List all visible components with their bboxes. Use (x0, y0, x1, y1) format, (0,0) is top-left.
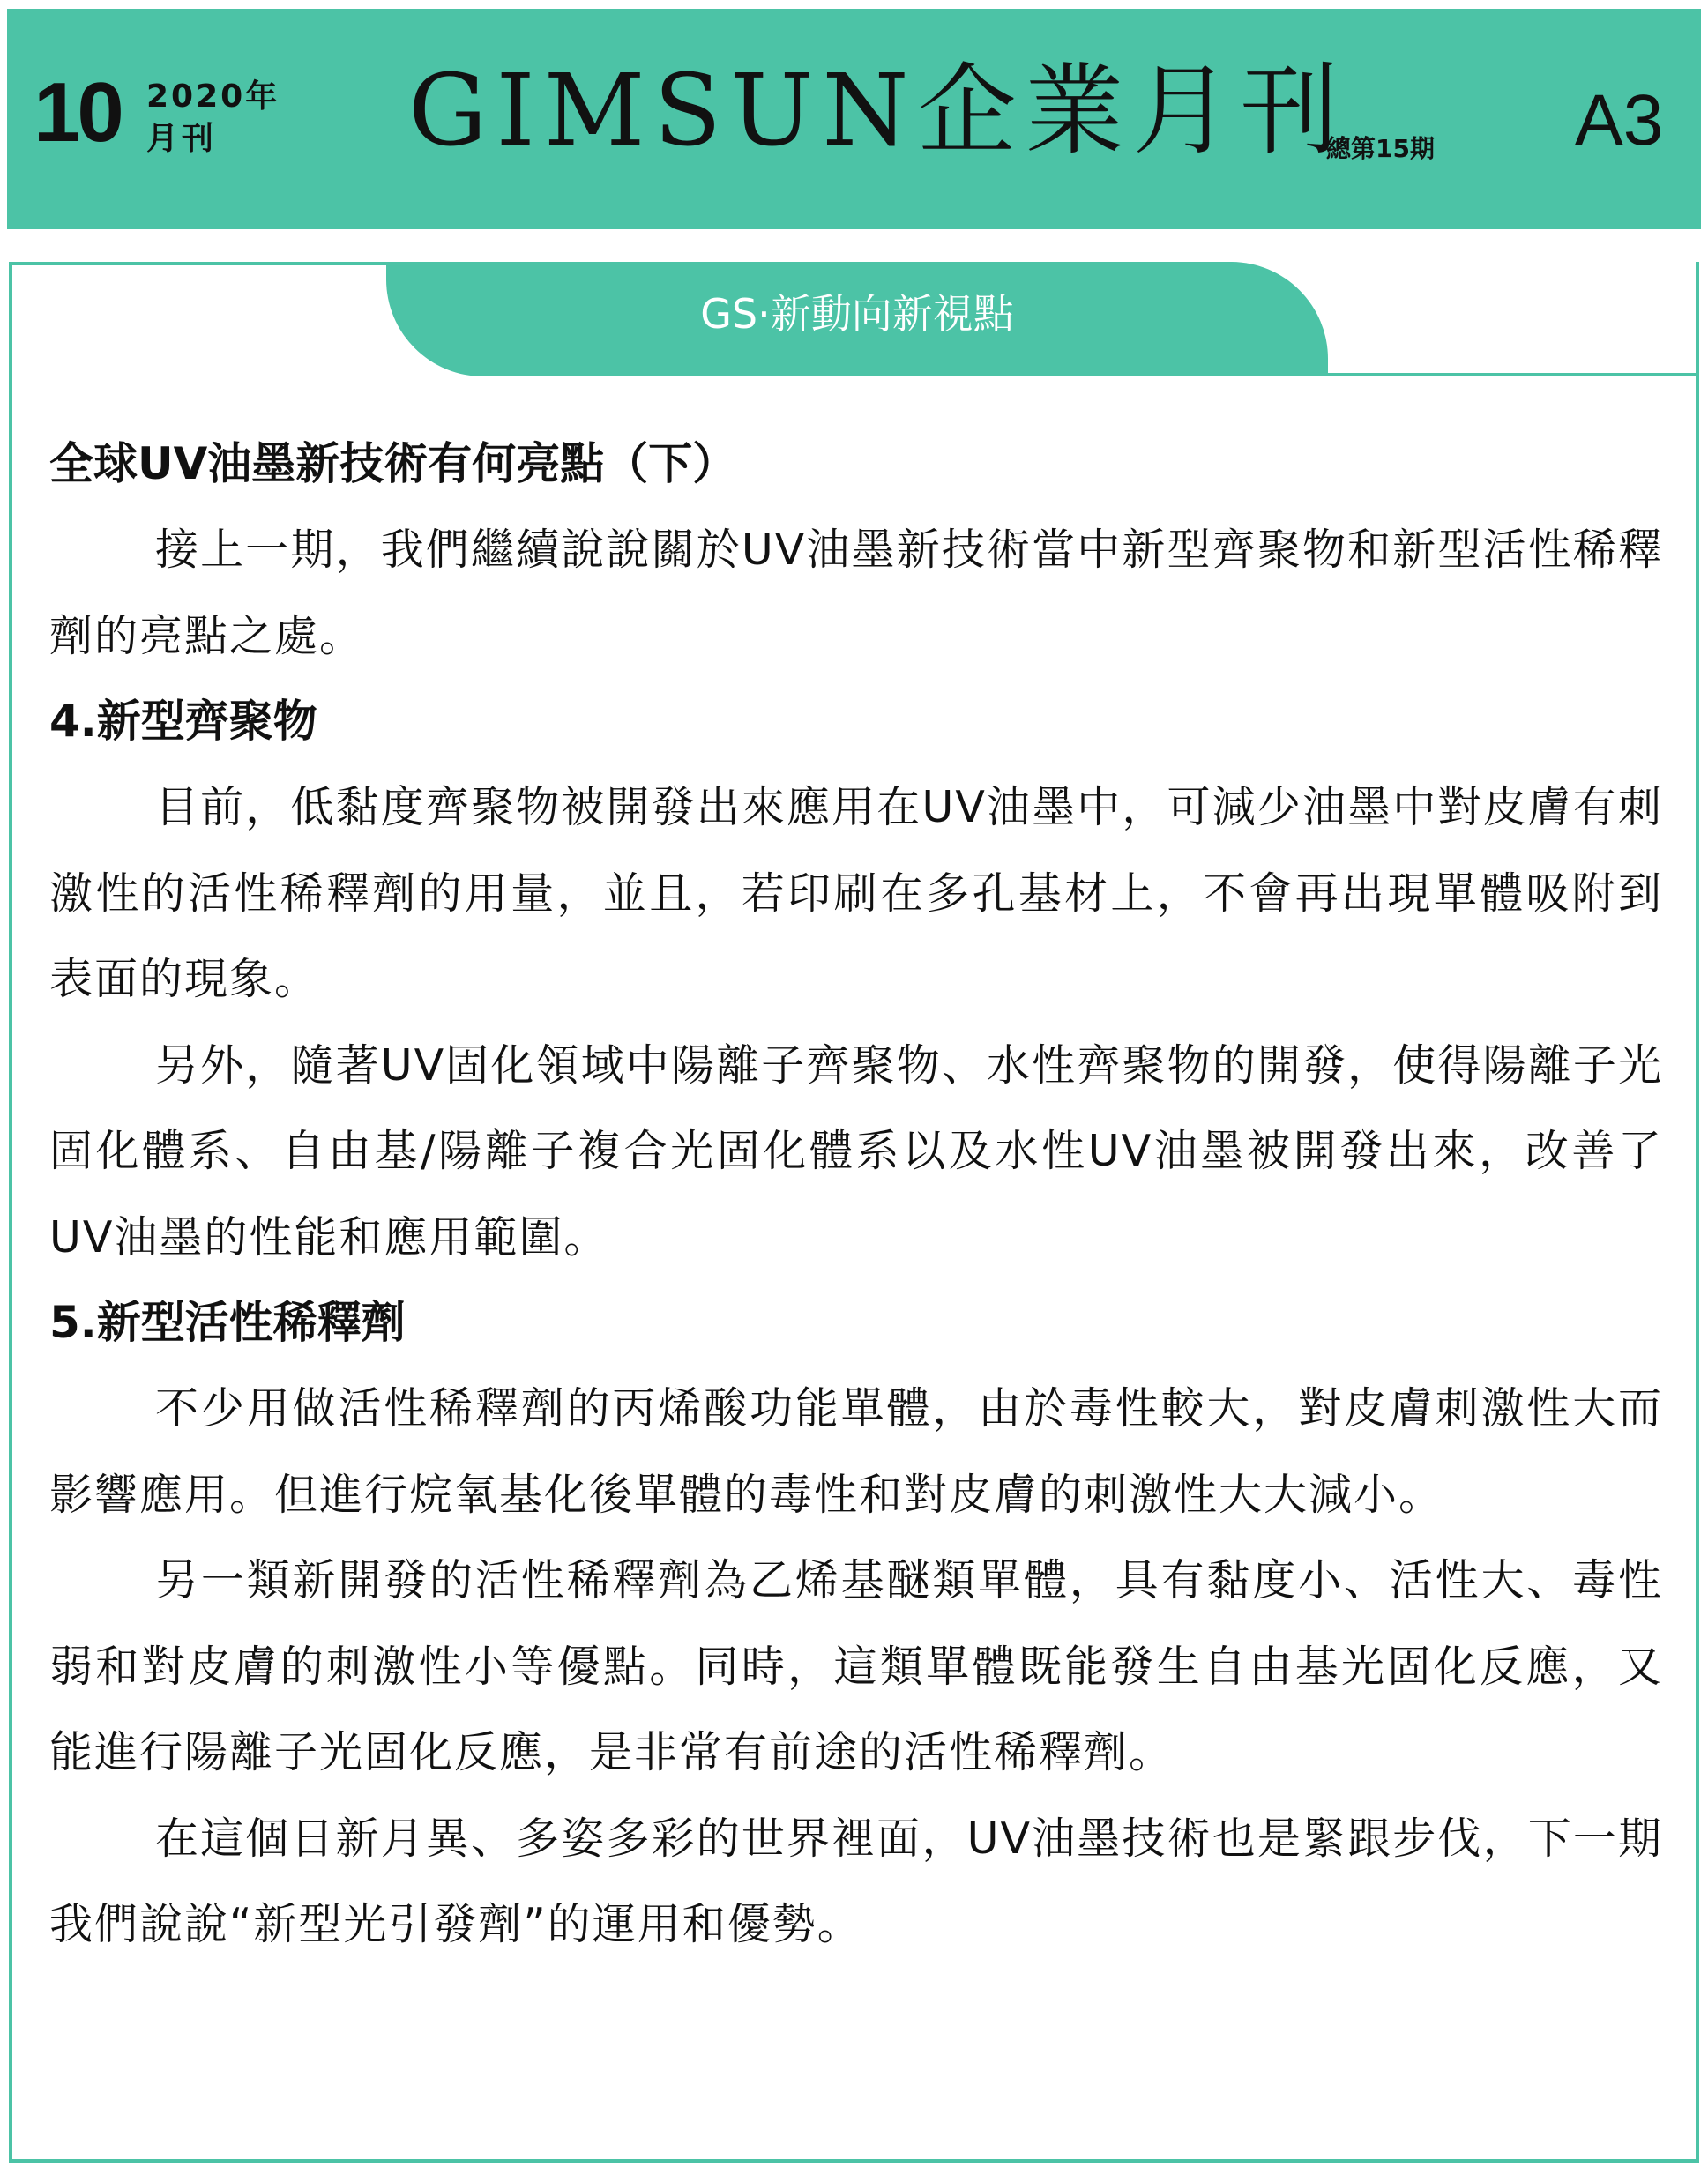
issue-label: 月刊 (146, 121, 218, 157)
section-5-heading: 5.新型活性稀釋劑 (49, 1297, 406, 1348)
frame-top-border-right (1324, 373, 1696, 376)
issue-year: 2020年 (146, 78, 280, 115)
section-5-paragraph-1: 不少用做活性稀釋劑的丙烯酸功能單體，由於毒性較大，對皮膚刺激性大而影響應用。但進行烷氧基化後單體的毒性和對皮膚的刺激性大大減小。 (49, 1383, 1663, 1520)
section-tab (386, 262, 1328, 376)
closing-paragraph: 在這個日新月異、多姿多彩的世界裡面，UV油墨技術也是緊跟步伐，下一期我們說說“新型光引發劑”的運用和優勢。 (49, 1813, 1663, 1949)
article (49, 421, 1663, 1968)
masthead (7, 9, 1701, 229)
article-title: 全球UV油墨新技術有何亮點（下） (49, 438, 737, 489)
issue-number: 10 (34, 65, 121, 160)
section-4-paragraph-1: 目前，低黏度齊聚物被開發出來應用在UV油墨中，可減少油墨中對皮膚有刺激性的活性稀釋劑的用量，並且，若印刷在多孔基材上，不會再出現單體吸附到表面的現象。 (49, 782, 1663, 1004)
section-4-paragraph-2: 另外，隨著UV固化領域中陽離子齊聚物、水性齊聚物的開發，使得陽離子光固化體系、自由基/陽離子複合光固化體系以及水性UV油墨被開發出來，改善了UV油墨的性能和應用範圍。 (49, 1039, 1663, 1263)
section-5-paragraph-2: 另一類新開發的活性稀釋劑為乙烯基醚類單體，具有黏度小、活性大、毒性弱和對皮膚的刺激性小等優點。同時，這類單體既能發生自由基光固化反應，又能進行陽離子光固化反應，是非常有前途的活性稀釋劑。 (49, 1555, 1663, 1777)
section-4-heading: 4.新型齊聚物 (49, 696, 317, 747)
total-issue: 總第15期 (1326, 134, 1435, 163)
page-label: A3 (1575, 80, 1664, 160)
publication-title: GIMSUN企業月刊 (408, 54, 1348, 168)
intro-paragraph: 接上一期，我們繼續說說關於UV油墨新技術當中新型齊聚物和新型活性稀釋劑的亮點之處。 (49, 525, 1663, 661)
section-tab-label: GS·新動向新視點 (700, 290, 1014, 338)
frame-top-border-left (9, 262, 397, 265)
